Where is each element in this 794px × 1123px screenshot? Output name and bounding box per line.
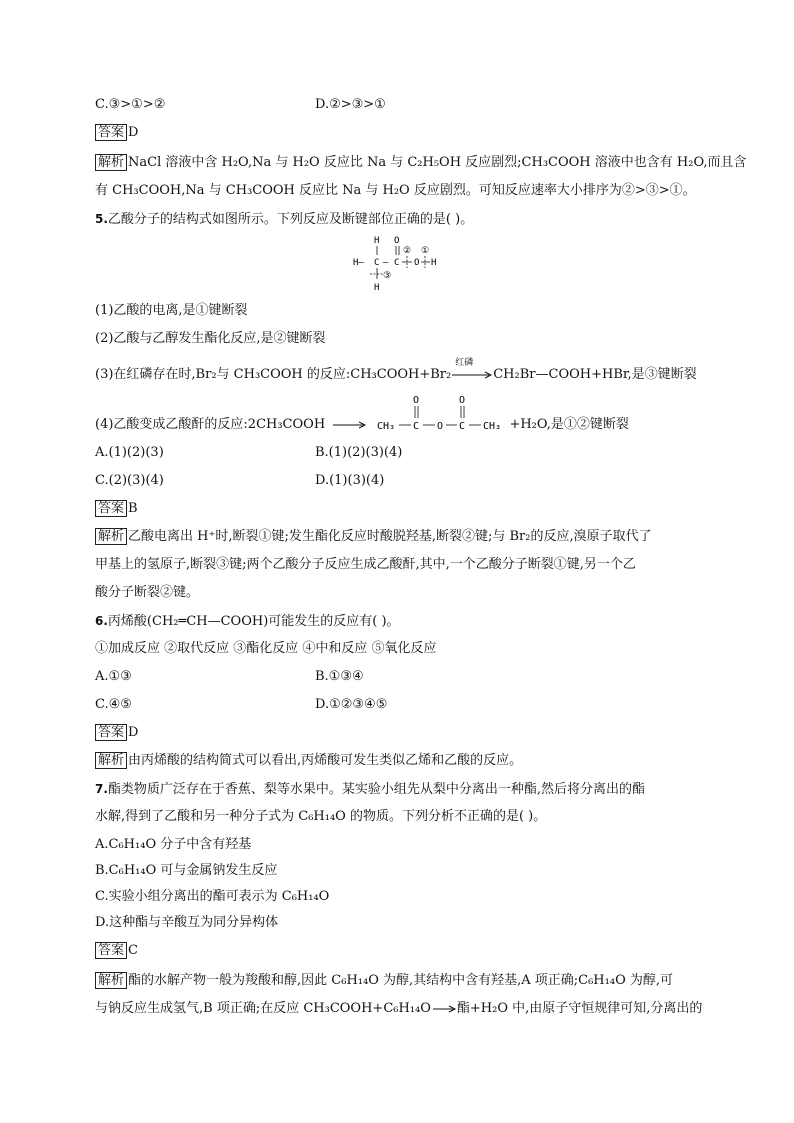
explanation-tag: 解析 <box>95 528 127 545</box>
structure-c1: C <box>374 258 380 268</box>
anhydride-o-top-1: O <box>413 395 420 406</box>
q6-option-c: C.④⑤ <box>95 697 132 712</box>
item4-reactants: (4)乙酸变成乙酸酐的反应:2CH₃COOH <box>95 417 326 432</box>
structure-h-left: H— <box>353 258 364 268</box>
answer-value: B <box>128 501 138 516</box>
q6-option-d: D.①②③④⑤ <box>315 697 388 712</box>
explanation-tag: 解析 <box>95 752 127 769</box>
question-number: 7. <box>95 782 108 796</box>
anhydride-structure <box>373 394 509 434</box>
q7-answer <box>95 942 138 960</box>
answer-tag: 答案 <box>95 124 127 141</box>
structure-h-bottom: H <box>374 283 380 292</box>
explanation-text: 与钠反应生成氢气,B 项正确;在反应 CH₃COOH+C₆H₁₄O <box>95 1001 431 1016</box>
q6-options-cd <box>95 696 388 714</box>
q4-explanation-line-1 <box>95 154 747 172</box>
question-number: 6. <box>95 614 108 628</box>
q5-item-1: (1)乙酸的电离,是①键断裂 <box>95 303 248 318</box>
q7-option-c: C.实验小组分离出的酯可表示为 C₆H₁₄O <box>95 889 330 904</box>
bond-mark-3: ③ <box>383 271 392 281</box>
q5-stem <box>95 210 473 229</box>
explanation-text: 酯的水解产物一般为羧酸和醇,因此 C₆H₁₄O 为醇,其结构中含有羟基,A 项正确;C₆H₁₄O 为醇,可 <box>128 973 673 988</box>
answer-value: C <box>128 943 138 958</box>
q7-explanation-line-1 <box>95 972 673 990</box>
answer-tag: 答案 <box>95 942 127 959</box>
q7-explanation-line-2 <box>95 1000 702 1018</box>
q7-stem-line-2: 水解,得到了乙酸和另一种分子式为 C₆H₁₄O 的物质。下列分析不正确的是( )。 <box>95 809 547 824</box>
q4-explanation-line-2: 有 CH₃COOH,Na 与 CH₃COOH 反应比 Na 与 H₂O 反应剧烈。可知反应速率大小排序为②>③>①。 <box>95 183 696 198</box>
item3-reactants: (3)在红磷存在时,Br₂与 CH₃COOH 的反应:CH₃COOH+Br₂ <box>95 367 452 382</box>
q5-options-ab <box>95 444 403 462</box>
question-text: 乙酸分子的结构式如图所示。下列反应及断键部位正确的是( )。 <box>107 212 474 227</box>
q7-option-b: B.C₆H₁₄O 可与金属钠发生反应 <box>95 863 278 878</box>
q6-option-b: B.①③④ <box>315 669 364 684</box>
item3-products: CH₂Br—COOH+HBr,是③键断裂 <box>493 367 697 382</box>
q6-answer <box>95 724 138 742</box>
q5-option-b: B.(1)(2)(3)(4) <box>315 445 403 460</box>
acetic-anhydride-formula <box>373 395 509 434</box>
bond-mark-2: ② <box>403 246 412 256</box>
arrow-condition: 红磷 <box>455 358 474 368</box>
q4-option-d: D.②>③>① <box>315 97 386 112</box>
q5-item-2: (2)乙酸与乙醇发生酯化反应,是②键断裂 <box>95 331 326 346</box>
q6-option-a: A.①③ <box>95 669 132 684</box>
question-number: 5. <box>95 212 108 226</box>
item4-products: +H₂O,是①②键断裂 <box>509 417 629 432</box>
q6-options-ab <box>95 668 364 686</box>
anhydride-c2: C <box>459 421 466 432</box>
q5-option-c: C.(2)(3)(4) <box>95 473 164 488</box>
reaction-arrow <box>451 358 493 384</box>
explanation-text: 由丙烯酸的结构简式可以看出,丙烯酸可发生类似乙烯和乙酸的反应。 <box>128 753 523 768</box>
explanation-text-cont: 酯+H₂O 中,由原子守恒规律可知,分离出的 <box>456 1001 703 1016</box>
structure-bond-cc: — <box>383 258 389 268</box>
structure-h-top: H <box>374 236 380 246</box>
bond-mark-1: ① <box>421 246 430 256</box>
q7-option-d: D.这种酯与辛酸互为同分异构体 <box>95 915 279 930</box>
anhydride-c1: C <box>413 421 420 432</box>
anhydride-o-bridge: O <box>437 421 444 432</box>
explanation-tag: 解析 <box>95 154 127 171</box>
q5-item-4 <box>95 395 629 434</box>
structure-o: O <box>414 258 420 268</box>
question-text: 酯类物质广泛存在于香蕉、梨等水果中。某实验小组先从梨中分离出一种酯,然后将分离出的酯 <box>107 782 646 797</box>
q6-explanation <box>95 752 522 770</box>
q5-item-3 <box>95 358 697 384</box>
q6-stem <box>95 612 400 631</box>
answer-value: D <box>128 725 139 740</box>
q5-answer <box>95 500 138 518</box>
q5-option-a: A.(1)(2)(3) <box>95 445 164 460</box>
explanation-text: 乙酸电离出 H⁺时,断裂①键;发生酯化反应时酸脱羟基,断裂②键;与 Br₂的反应,溴原子取代了 <box>128 529 652 544</box>
question-text: 丙烯酸(CH₂═CH—COOH)可能发生的反应有( )。 <box>107 614 400 629</box>
structure-c2: C <box>394 258 400 268</box>
explanation-tag: 解析 <box>95 972 127 989</box>
answer-tag: 答案 <box>95 724 127 741</box>
q7-stem-line-1 <box>95 780 645 799</box>
structure-h-right: H <box>431 258 437 268</box>
anhydride-o-top-2: O <box>459 395 466 406</box>
q5-options-cd <box>95 472 385 490</box>
explanation-text: NaCl 溶液中含 H₂O,Na 与 H₂O 反应比 Na 与 C₂H₅OH 反应剧烈;CH₃COOH 溶液中也含有 H₂O,而且含 <box>128 155 747 170</box>
acetic-acid-structure <box>350 232 440 292</box>
q7-option-a: A.C₆H₁₄O 分子中含有羟基 <box>95 837 252 852</box>
q5-explanation-line-3: 酸分子断裂②键。 <box>95 585 200 600</box>
q4-answer <box>95 124 138 142</box>
structure-o-top: O <box>394 236 400 246</box>
q5-option-d: D.(1)(3)(4) <box>315 473 385 488</box>
anhydride-ch3-left: CH₃ <box>377 421 396 432</box>
q6-choices: ①加成反应 ②取代反应 ③酯化反应 ④中和反应 ⑤氧化反应 <box>95 641 437 656</box>
q5-explanation-line-1 <box>95 528 652 546</box>
arrow-icon <box>451 366 493 384</box>
q4-options-cd <box>95 96 386 114</box>
q4-option-c: C.③>①>② <box>95 97 166 112</box>
answer-tag: 答案 <box>95 500 127 517</box>
q5-explanation-line-2: 甲基上的氢原子,断裂③键;两个乙酸分子反应生成乙酸酐,其中,一个乙酸分子断裂①键,另一个乙 <box>95 557 636 572</box>
arrow-icon <box>431 1000 457 1018</box>
arrow-icon <box>329 416 369 434</box>
anhydride-ch3-right: CH₃ <box>483 421 502 432</box>
answer-value: D <box>128 125 139 140</box>
